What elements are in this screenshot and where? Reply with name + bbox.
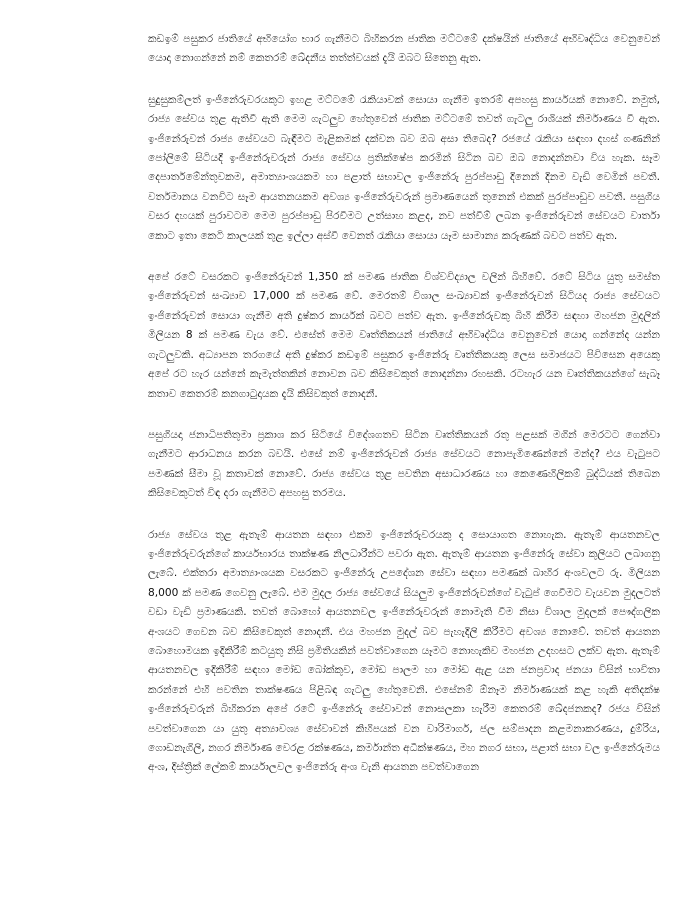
article-body bbox=[148, 30, 660, 778]
paragraph: රාජ්‍ය සේවය තුළ ඇතැම් ආයතන සඳහා එකම ඉංජිනේරුවරයකු ද සොයාගත නොහැක. ඇතැම් ආයතනවල ඉංජිනේරුවරුන්ගේ කාර්යභාරය තාක්ෂණ නිලධාරීන්ට පවරා ඇත. ඇතැම් ආයතන ඉංජිනේරු සේවා කුලියට ලබාගනු ලැබේ. එක්තරා අමාත්‍යාංශයක වසරකට ඉංජිනේරු උපදේශන සේවා සඳහා පමණක් බාහිර අංශවලට රු. මිලියන 8,000 ක් පමණ ගෙවනු ලැබේ. එම මුදල රාජ්‍ය සේවයේ සියලුම ඉංජිනේරුවන්ගේ වැටුප් ගෙවීමට වැයවන මුදලටත් වඩා වැඩි ප්‍රමාණයකි. තවත් බොහෝ ආයතනවල ඉංජිනේරුවරුන් නොමැති වීම නිසා විශාල මුදලක් පෞද්ගලික අංශයට ගෙවන බව කිසිවෙකුත් නොදනී. එය මහජන මුදල් බව පැහැදිලි කිරීමට අවශ්‍ය නොවේ. තවත් ආයතන බොහොමයක ඉදිකිරීම් කටයුතු නිසි ප්‍රමිතියකින් පවත්වාගෙන යෑමට නොහැකිව මහජන උදහසට ලක්ව ඇත. ඇතැම් ආයතනවල ඉදිකිරීම් සඳහා මෝඩ බෝක්කුව, මෝඩ පාලම හා මෝඩ ඇළ යන ජනප්‍රවාද ජනයා විසින් භාවිතා කරන්නේ එහි පවතින තාක්ෂණය පිළිබඳ ගැටලු හේතුවෙනි. එසේනම් ඕනෑම නිර්මාණයක් කළ හැකි අතිදක්ෂ ඉංජිනේරුවරුන් බිහිකරන අපේ රටේ ඉංජිනේරු සේවාවන් නොසලකා හැරීම කෙතරම් ඛේදජනකද? රජය විසින් පවත්වාගෙන යා යුතු අත්‍යාවශ්‍ය සේවාවන් කිහිපයක් වන වාරිමාර්ග, ජල සම්පාදන කළමනාකරණය, දුම්රිය, ගොඩනැගිලි, නගර නිර්මාණ වෙරළ රක්ෂණය, කර්මාන්ත අධීක්ෂණය, මහ නගර සභා, පළාත් සභා වල ඉංජිනේරුමය අංශ, දිස්ත්‍රික් ලේකම් කාර්යාලවල ඉංජිනේරු අංශ වැනි ආයතන පවත්වාගෙන bbox=[148, 528, 660, 774]
paragraph: සුදුසුකම්ලත් ඉංජිනේරුවරයකුට ඉහළ මට්ටමේ රැකියාවක් සොයා ගැනීම ඉතරම් අපහසු කාර්යයක් නොවේ. නමුත්, රාජ්‍ය සේවය තුළ ඇතිවී ඇති මෙම ගැටලුව හේතුවෙන් ජාතික මට්ටමේ තවත් ගැටලු රාශියක් නිර්මාණය වී ඇත. ඉංජිනේරුවන් රාජ්‍ය සේවයට බැඳීමට මැළිකමක් දක්වන බව ඔබ අසා තිබෙද? රජයේ රැකියා සඳහා දහස් ගණනින් පෝලිමේ සිටියදී ඉංජිනේරුවරුන් රාජ්‍ය සේවය ප්‍රතික්ෂේප කරමින් සිටින බව ඔබ නොදන්නවා විය හැක. සෑම දෙපාර්තමේන්තුවකම, අමාත්‍යාංශයකම හා පළාත් සභාවල ඉංජිනේරු පුරප්පාඩු දිනෙන් දිනම වැඩි වෙමින් පවතී. වර්තමානය වනවිට සෑම ආයතනයකම අවශ්‍ය ඉංජිනේරුවරුන් ප්‍රමාණයෙන් තුනෙන් එකක් පුරප්පාඩුව පවතී. පසුගිය වසර දහයක් පුරාවටම මෙම පුරප්පාඩු පිරවීමට උත්සාහ කළද, නව පත්වීම් ලබන ඉංජිනේරුවන් සේවයට වාර්තා කොට ඉතා කෙටි කාලයක් තුළ ඉල්ලා අස්වී වෙනත් රැකියා සොයා යෑම සාමාන්‍ය කරුණක් බවට පත්ව ඇත. bbox=[148, 93, 660, 242]
paragraph: අපේ රටේ වසරකට ඉංජිනේරුවන් 1,350 ක් පමණ ජාතික විශ්වවිද්‍යාල වලින් බිහිවේ. රටේ සිටිය යුතු සමස්ත ඉංජිනේරුවන් සංඛ්‍යාව 17,000 ක් පමණ වේ. මෙරතම් විශාල සංඛ්‍යාවක් ඉංජිනේරුවන් සිටියද රාජ්‍ය සේවයට ඉංජිනේරුවන් සොයා ගැනීම අති දුෂ්කර කාර්යක් බවට පත්ව ඇත. ඉංජිනේරුවකු බිහි කිරීම සඳහා මහජන මුදලින් මිලියන 8 ක් පමණ වැය වේ. එසේත් මෙම වෘත්තිකයන් ජාතියේ අභිවෘද්ධිය වෙනුවෙන් යොදා ගන්නේද යන්න ගැටලුවකි. අධ්‍යාපන තරගයේ අති දුෂ්කර කඩඉම් පසුකර ඉංජිනේරු වෘත්තිකයකු ලෙස සමාජයට පිවිසෙන අයෙකු අපේ රට හැර යන්නේ කැමැත්තකින් නොවන බව කිසිවෙකුත් නොදන්නා රහසකි. රටහැර යන වෘත්තිකයන්ගේ සැබෑ කතාව කෙතරම් කනගාටුදායක දැයි කිසිවකුත් නොදනී. bbox=[148, 271, 660, 400]
paragraph: පසුගියදා ජනාධිපතිතුමා ප්‍රකාශ කර සිටියේ විදේශගතව සිටින වෘත්තිකයන් රතු පළසක් මගින් මෙරටට ගෙන්වා ගැනීමට ආරාධනය කරන බවයි. එසේ නම් ඉංජිනේරුවන් රාජ්‍ය සේවයට නොපැමිණෙන්නේ මන්ද? එය වැටුපට පමණක් සීමා වූ කතාවක් නොවේ. රාජ්‍ය සේවය තුළ පවතින අසාධාරණය හා කෙණෙහිලිකම් බුද්ධියක් තිබෙන කිසිවෙකුටත් විඳ දරා ගැනීමට අපහසු තරමය. bbox=[148, 428, 660, 500]
paragraph: කඩඉම් පසුකර ජාතියේ අභියෝග භාර ගැනීමට බිහිකරන ජාතික මට්ටමේ දක්ෂයින් ජාතියේ අභිවෘද්ධිය වෙනුවෙන් යොදා නොගන්නේ නම් කෙතරම් ඛේදනීය තත්ත්වයක් දැයි ඔබට සිතෙනු ඇත. bbox=[148, 33, 660, 65]
